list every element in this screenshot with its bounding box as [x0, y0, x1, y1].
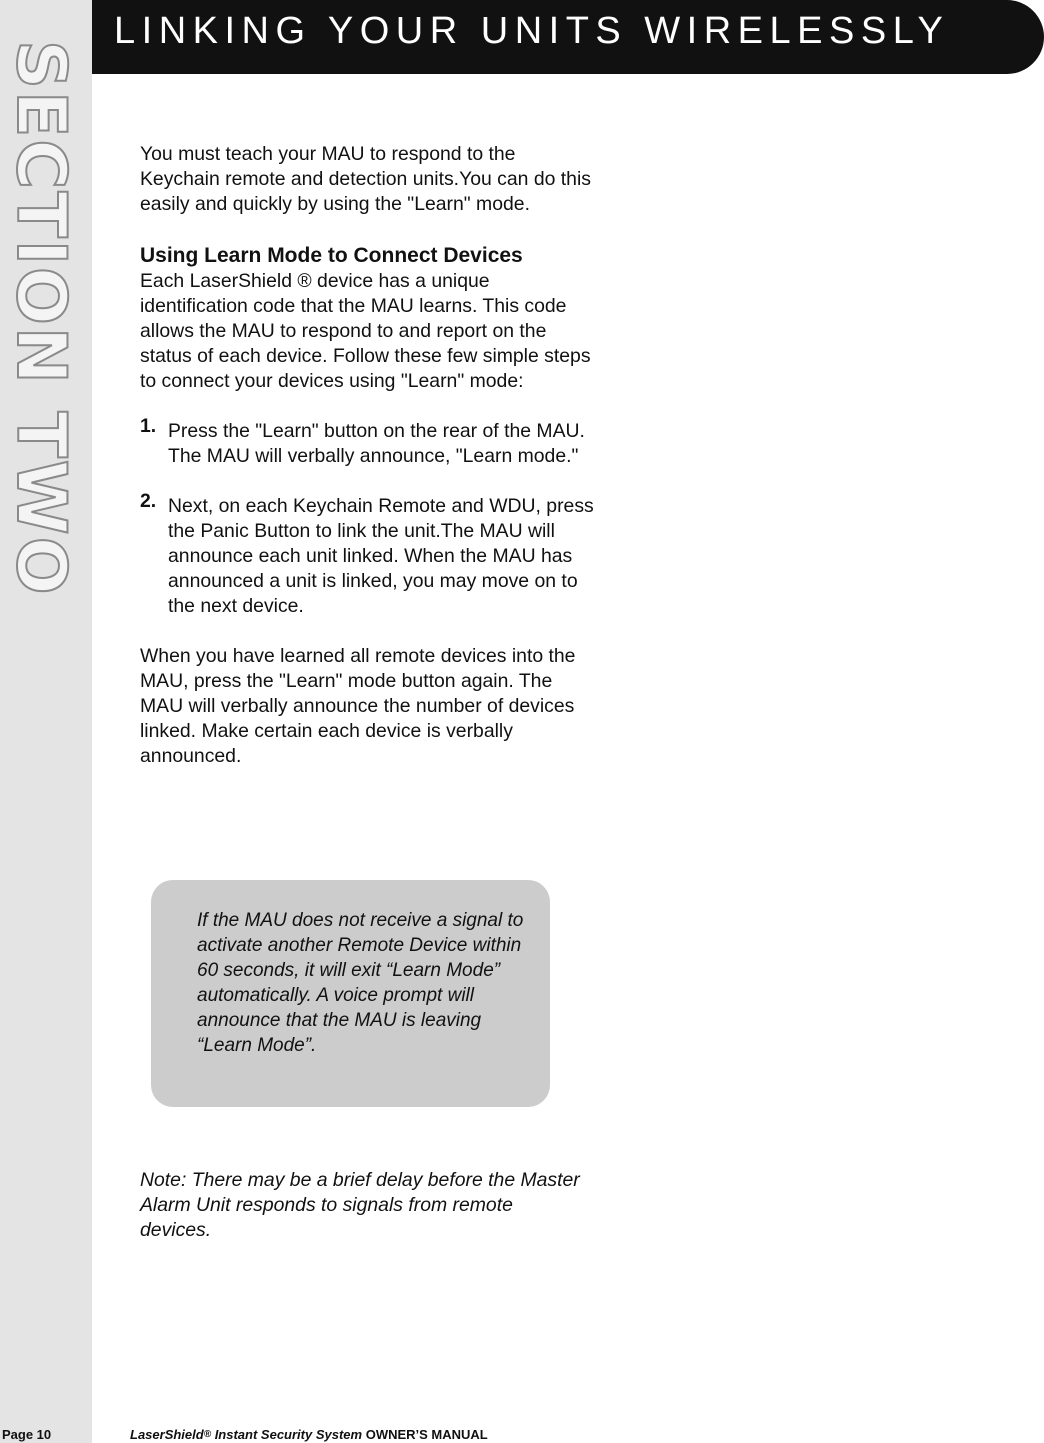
- brand-name: LaserShield: [130, 1427, 204, 1442]
- manual-label: OWNER’S MANUAL: [365, 1427, 488, 1442]
- step-number: 1.: [140, 415, 157, 437]
- step-text: Press the "Learn" button on the rear of the MAU. The MAU will verbally announce, "Learn mode.": [168, 420, 585, 467]
- page-title: LINKING YOUR UNITS WIRELESSLY: [114, 10, 950, 52]
- learn-mode-heading: Using Learn Mode to Connect Devices: [140, 244, 523, 267]
- section-label: SECTION TWO: [1, 40, 80, 597]
- delay-note: Note: There may be a brief delay before the Master Alarm Unit responds to signals from remote devices.: [140, 1169, 580, 1241]
- conclusion-paragraph: When you have learned all remote devices into the MAU, press the "Learn" mode button again. The MAU will verbally announce the number of devices linked. Make certain each device is verbally announced.: [140, 645, 576, 767]
- product-name: Instant Security System: [211, 1427, 366, 1442]
- main-content: [140, 142, 600, 794]
- step-item: [140, 415, 600, 469]
- callout-text: If the MAU does not receive a signal to activate another Remote Device within 60 seconds, it will exit “Learn Mode” automatically. A voice prompt will announce that the MAU is leaving “Learn Mode”.: [197, 910, 524, 1056]
- registered-mark: ®: [203, 1429, 212, 1440]
- step-item: [140, 490, 600, 619]
- page-number: Page 10: [2, 1427, 52, 1442]
- intro-paragraph: You must teach your MAU to respond to the Keychain remote and detection units.You can do this easily and quickly by using the "Learn" mode.: [140, 143, 591, 215]
- footer-brand: [130, 1426, 488, 1443]
- callout-box: [151, 880, 550, 1107]
- learn-mode-paragraph: Each LaserShield ® device has a unique identification code that the MAU learns. This code allows the MAU to respond to and report on the status of each device. Follow these few simple steps to connect your devices using "Learn" mode:: [140, 270, 591, 392]
- step-text: Next, on each Keychain Remote and WDU, press the Panic Button to link the unit.The MAU will announce each unit linked. When the MAU has announced a unit is linked, you may move on to the next device.: [168, 495, 594, 617]
- title-banner: [92, 0, 1044, 74]
- section-side-band: [0, 0, 92, 1443]
- step-number: 2.: [140, 490, 157, 512]
- page-footer: [0, 1426, 1044, 1443]
